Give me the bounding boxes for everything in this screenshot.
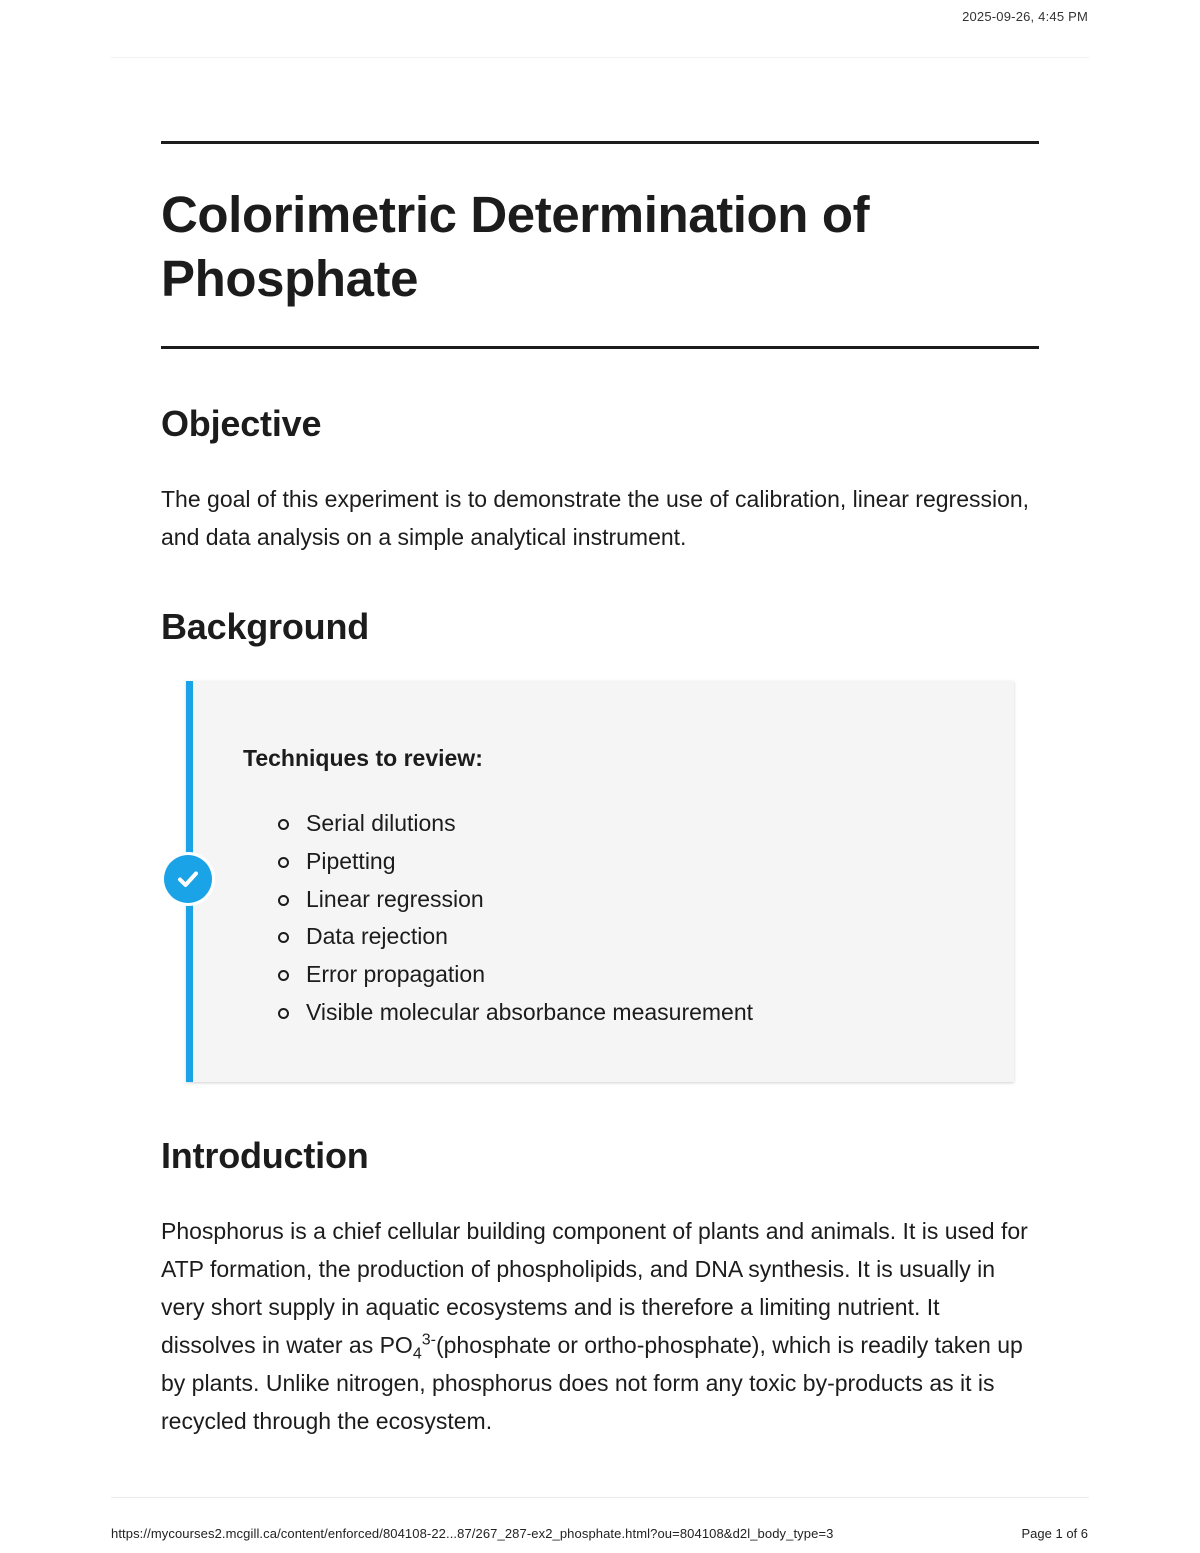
list-item [274, 843, 753, 881]
intro-text-part-2: (phosphate or ortho-phosphate), which is readily taken up by plants. Unlike nitrogen, phosphorus does not form any toxic by-products as it is recycled through the ecosystem. [161, 1332, 1023, 1434]
introduction-heading: Introduction [161, 1135, 369, 1176]
callout-heading: Techniques to review: [243, 745, 483, 771]
footer-url: https://mycourses2.mcgill.ca/content/enforced/804108-22...87/267_287-ex2_phosphate.html?ou=804108&d2l_body_type=3 [111, 1526, 834, 1541]
objective-text: The goal of this experiment is to demonstrate the use of calibration, linear regression, and data analysis on a simple analytical instrument. [161, 486, 1030, 550]
list-item-label: Visible molecular absorbance measurement [306, 998, 754, 1025]
introduction-text [161, 1212, 1039, 1440]
list-item [274, 881, 753, 919]
footer-divider [111, 1497, 1089, 1498]
list-item [274, 994, 753, 1032]
page-number: Page 1 of 6 [1021, 1526, 1088, 1541]
techniques-callout [186, 681, 1014, 1082]
print-timestamp: 2025-09-26, 4:45 PM [962, 9, 1088, 24]
bullet-icon [278, 1008, 289, 1019]
intro-text-part-1: Phosphorus is a chief cellular building component of plants and animals. It is used for ATP formation, the production of phospholipids, and DNA synthesis. It is usually in very short supply in aquatic ecosystems and is therefore a limiting nutrient. It dissolves in water as PO [161, 1218, 1028, 1358]
list-item-label: Linear regression [306, 885, 484, 912]
bullet-icon [278, 970, 289, 981]
list-item-label: Error propagation [306, 961, 485, 988]
title-top-rule [161, 141, 1039, 144]
bullet-icon [278, 857, 289, 868]
background-heading: Background [161, 606, 370, 647]
phosphate-superscript: 3- [421, 1331, 436, 1349]
bullet-icon [278, 895, 289, 906]
list-item [274, 956, 753, 994]
objective-heading: Objective [161, 403, 322, 444]
check-icon [175, 866, 201, 892]
list-item-label: Data rejection [306, 923, 448, 950]
page-title: Colorimetric Determination of Phosphate [161, 186, 870, 307]
list-item-label: Pipetting [306, 847, 396, 874]
check-circle-icon [164, 855, 212, 903]
list-item [274, 918, 753, 956]
list-item [274, 805, 753, 843]
techniques-list [274, 805, 753, 1032]
bullet-icon [278, 932, 289, 943]
phosphate-subscript: 4 [412, 1345, 422, 1363]
title-bottom-rule [161, 346, 1039, 349]
list-item-label: Serial dilutions [306, 810, 456, 836]
bullet-icon [278, 819, 289, 830]
